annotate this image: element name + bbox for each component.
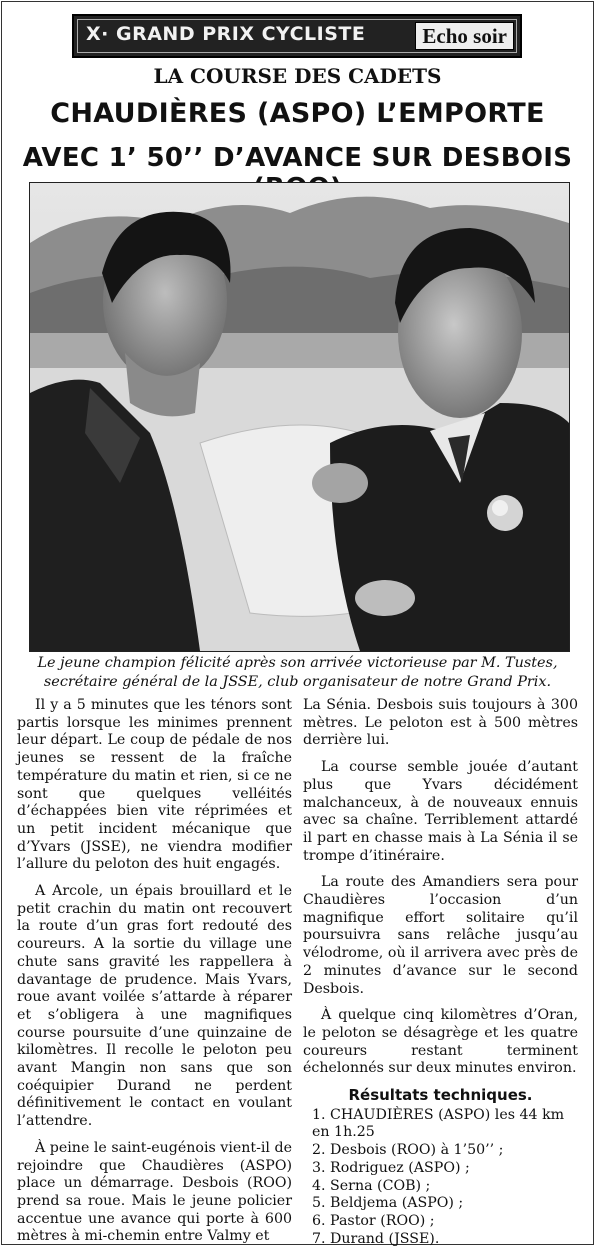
news-photo <box>29 182 570 652</box>
banner-title: X· GRAND PRIX CYCLISTE <box>86 23 366 45</box>
result-item: 2. Desbois (ROO) à 1’50’’ ; <box>312 1142 504 1159</box>
result-item: 6. Pastor (ROO) ; <box>312 1212 435 1229</box>
result-item: 7. Durand (JSSE). <box>312 1230 440 1247</box>
result-item: 5. Beldjema (ASPO) ; <box>312 1195 464 1212</box>
result-item: 1. CHAUDIÈRES (ASPO) les 44 km en 1h.25 <box>312 1106 565 1141</box>
results-list <box>303 1107 578 1249</box>
article-column-left <box>17 697 292 1255</box>
paragraph: La route des Amandiers sera pour Chaudières l’occasion d’un magnifique effort solitaire qu’il poursuivra sans relâche jusqu’au vélodrome, où il arrivera avec près de 2 minutes d’avance sur le second Desbois. <box>303 874 578 997</box>
result-item: 3. Rodriguez (ASPO) ; <box>312 1159 470 1176</box>
paragraph: La Sénia. Desbois suis toujours à 300 mètres. Le peloton est à 500 mètres derrière lui. <box>303 697 578 749</box>
newspaper-logo: Echo soir <box>415 22 514 50</box>
kicker-headline: LA COURSE DES CADETS <box>153 64 442 88</box>
paragraph: À peine le saint-eugénois vient-il de rejoindre que Chaudières (ASPO) place un démarrage. Desbois (ROO) prend sa roue. Mais le jeune policier accentue une avance qui porte à 600 mètres à mi-chemin entre Valmy et <box>17 1139 292 1245</box>
headline-line-2: AVEC 1’ 50’’ D’AVANCE SUR DESBOIS <box>22 143 573 173</box>
paragraph: Il y a 5 minutes que les ténors sont partis lorsque les minimes prennent leur départ. Le coup de pédale de nos jeunes se ressent de la fraîche température du matin et rien, si ce ne sont que quelques velléités d’échappées bien vite réprimées et un petit incident mécanique que d’Yvars (JSSE), ne viendra modifier l’allure du peloton des huit engagés. <box>17 697 292 873</box>
paragraph: À quelque cinq kilomètres d’Oran, le peloton se désagrège et les quatre coureurs restant terminent échelonnés sur deux minutes environ. <box>303 1007 578 1077</box>
photo-caption <box>20 654 575 692</box>
result-item: 4. Serna (COB) ; <box>312 1177 431 1194</box>
caption-line-2: secrétaire général de la JSSE, club organisateur de notre Grand Prix. <box>43 674 552 690</box>
caption-line-1: Le jeune champion félicité après son arrivée victorieuse par M. Tustes, <box>37 655 558 671</box>
paragraph: A Arcole, un épais brouillard et le petit crachin du matin ont recouvert la route d’un gras fort redouté des coureurs. A la sortie du village une chute sans gravité les rappellera à davantage de prudence. Mais Yvars, roue avant voilée s’attarde à réparer et s’obligera à une magnifiques course poursuite d’une quinzaine de kilomètres. Il recolle le peloton peu avant Mangin non sans que son coéquipier Durand ne perdent définitivement le contact en voulant l’attendre. <box>17 883 292 1130</box>
paragraph: La course semble jouée d’autant plus que Yvars décidément malchanceux, à de nouveaux ennuis avec sa chaîne. Terriblement attardé il part en chasse mais à La Sénia il se trompe d’itinéraire. <box>303 759 578 864</box>
article-column-right <box>303 697 578 1248</box>
section-banner <box>72 14 522 58</box>
results-heading: Résultats techniques. <box>348 1086 533 1105</box>
headline-line-1: CHAUDIÈRES (ASPO) L’EMPORTE <box>50 98 545 129</box>
